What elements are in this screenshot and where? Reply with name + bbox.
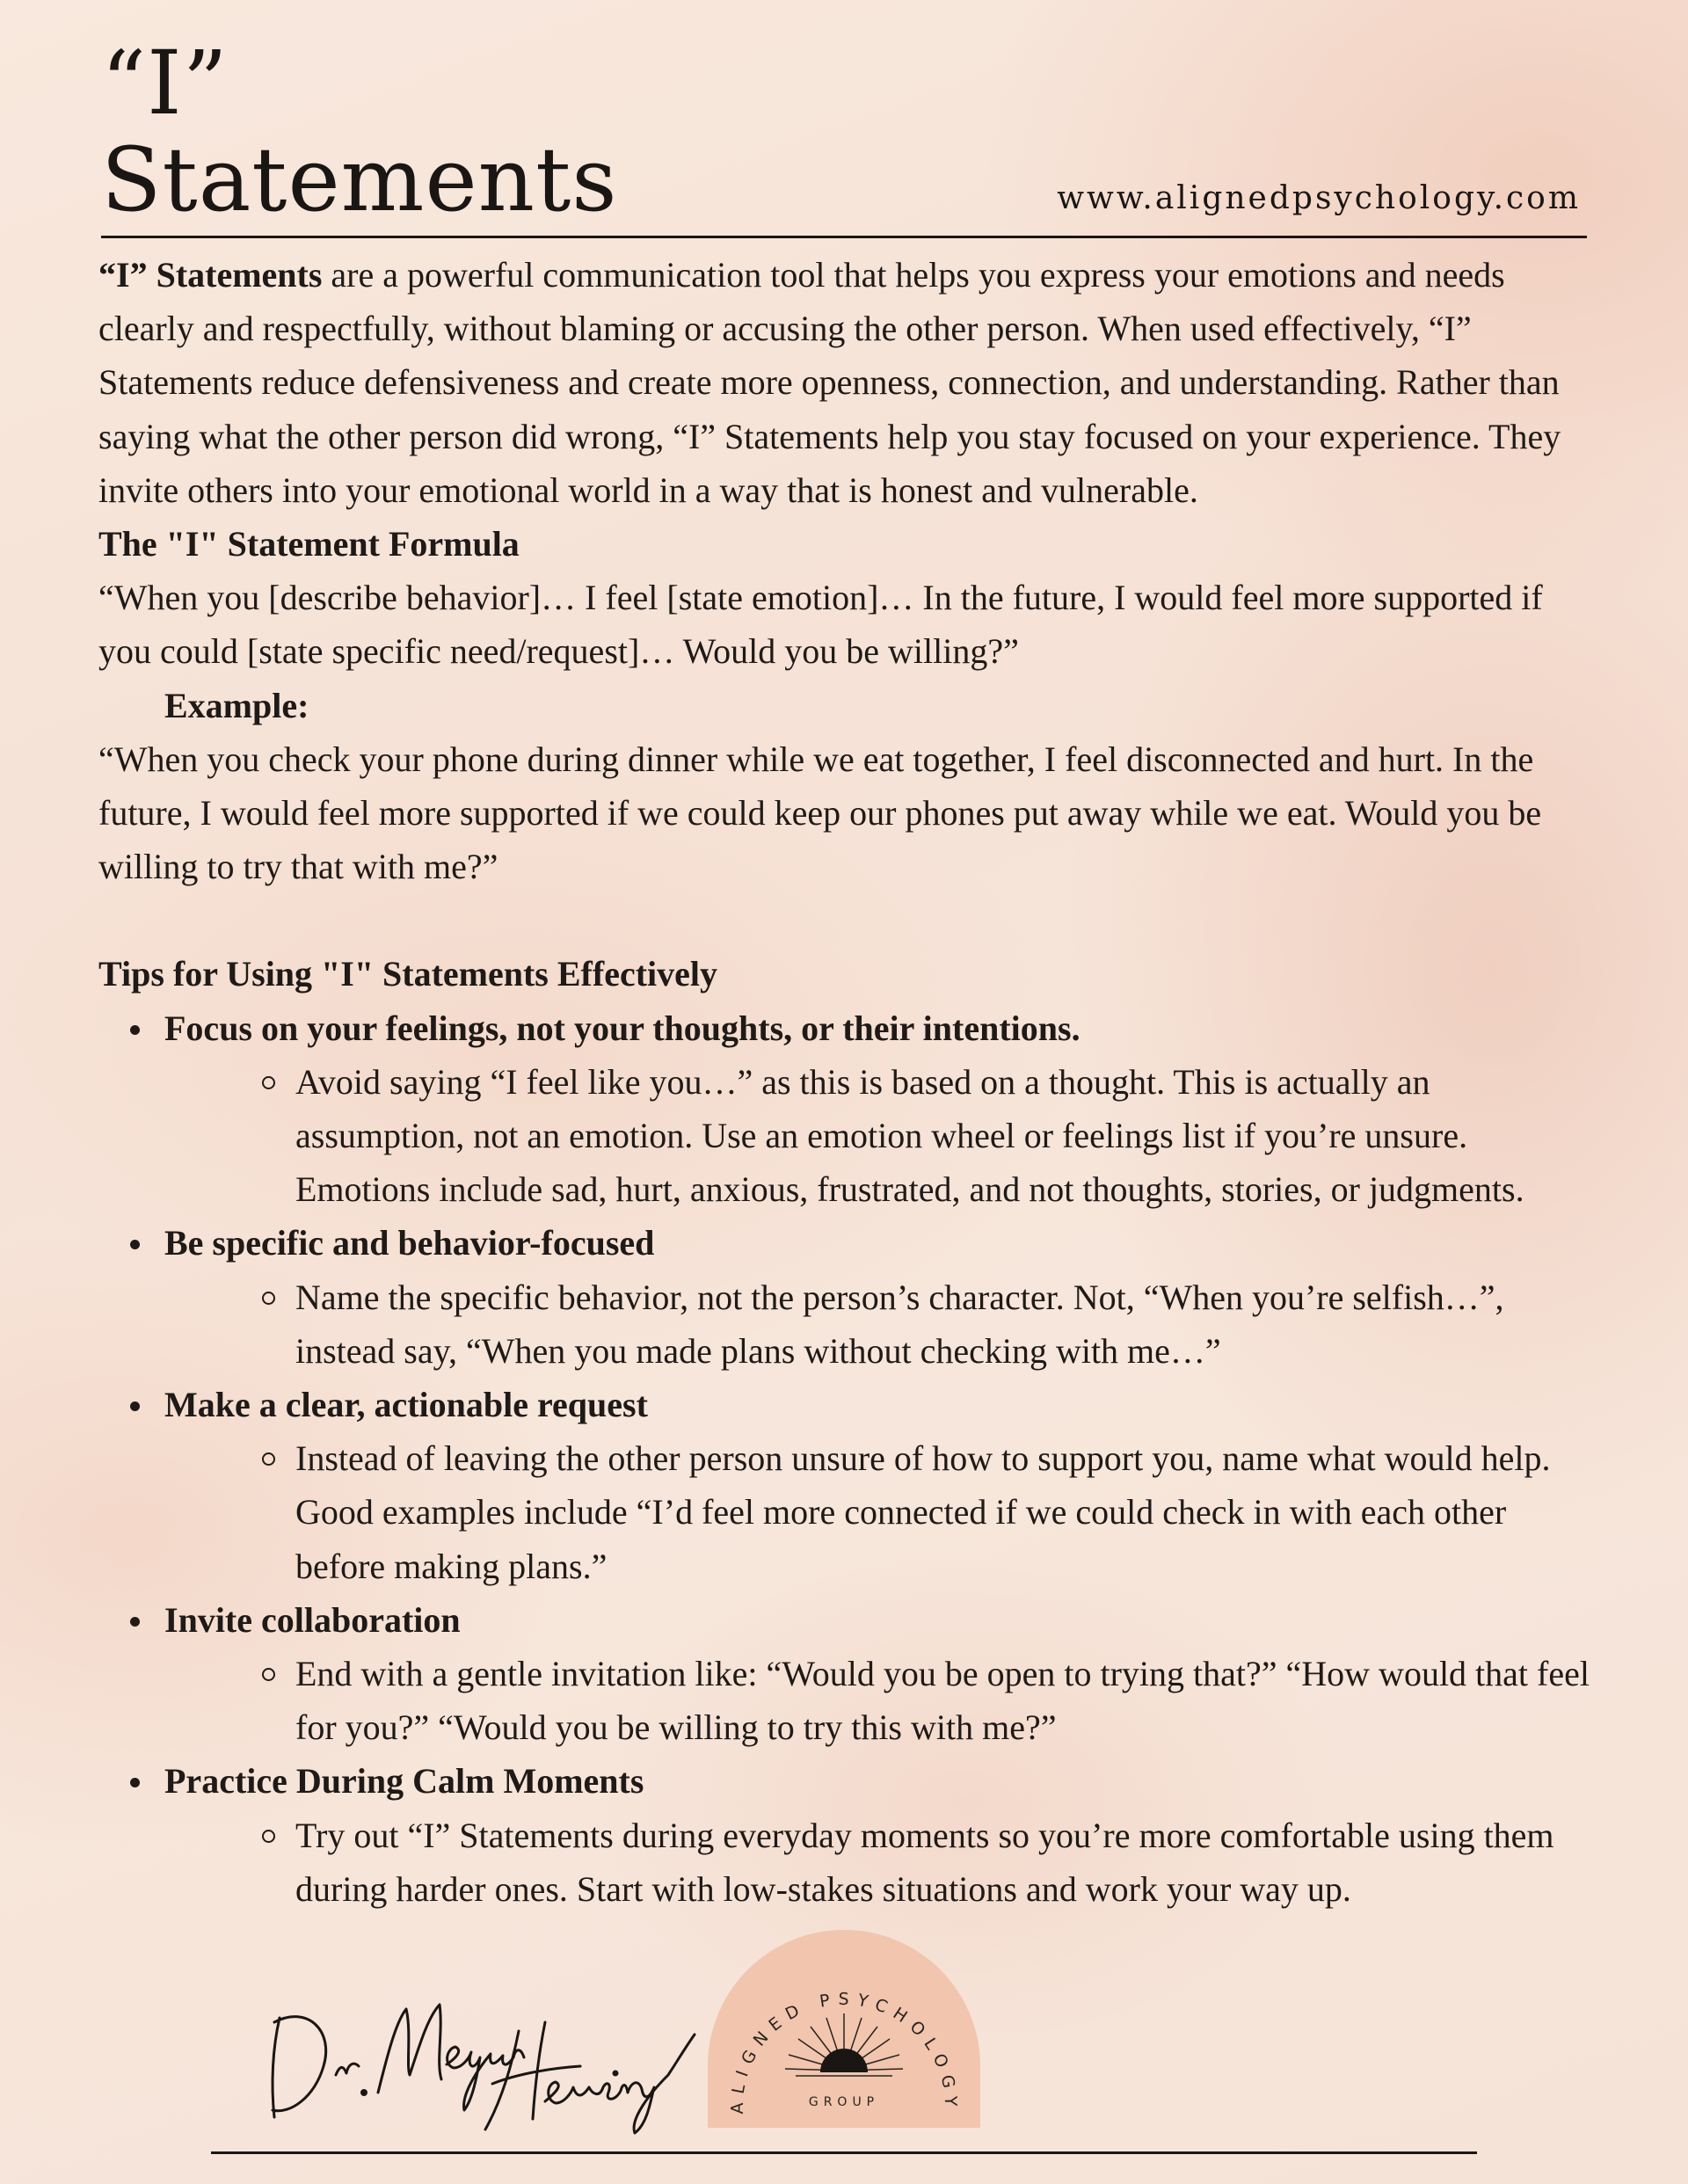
tip-item xyxy=(98,1216,1593,1378)
formula-text: “When you [describe behavior]… I feel [state emotion]… In the future, I would feel more supported if you could [state specific need/request]… Would you be willing?” xyxy=(98,578,1543,672)
aligned-psychology-logo xyxy=(708,1930,980,2128)
logo-arc-text: ALIGNED PSYCHOLOGY xyxy=(727,1989,961,2115)
tip-item xyxy=(98,1754,1593,1916)
tip-sublist xyxy=(164,1809,1593,1916)
intro-bold-lead: “I” Statements xyxy=(98,255,323,295)
tip-title: Be specific and behavior-focused xyxy=(164,1223,655,1263)
website-url: www.alignedpsychology.com xyxy=(1057,180,1581,216)
signature-image xyxy=(255,1969,703,2137)
tip-title: Make a clear, actionable request xyxy=(164,1385,648,1425)
tip-detail: Instead of leaving the other person unsure of how to support you, name what would help. Good examples include “I’d feel more connected if we could check in with each other before making plans.” xyxy=(164,1431,1593,1593)
tips-list xyxy=(98,1001,1593,1916)
tip-title: Focus on your feelings, not your thoughts, or their intentions. xyxy=(164,1008,1080,1048)
tip-item xyxy=(98,1593,1593,1755)
tip-detail: Avoid saying “I feel like you…” as this is based on a thought. This is actually an assumption, not an emotion. Use an emotion wheel or feelings list if you’re unsure. Emotions include sad, hurt, anxious, frustrated, and not thoughts, stories, or judgments. xyxy=(164,1055,1593,1217)
formula-heading: The "I" Statement Formula xyxy=(98,524,520,564)
intro-text: are a powerful communication tool that helps you express your emotions and needs clearly and respectfully, without blaming or accusing the other person. When used effectively, “I” Statements reduce defensiveness and create more openness, connection, and understanding. Rather than saying what the other person did wrong, “I” Statements help you stay focused on your experience. They invite others into your emotional world in a way that is honest and vulnerable. xyxy=(98,255,1561,510)
logo-group-text: GROUP xyxy=(808,2095,880,2109)
title-line-2: Statements xyxy=(101,128,618,231)
main-content xyxy=(98,248,1593,1916)
page-title xyxy=(101,32,618,231)
intro-paragraph xyxy=(98,248,1593,517)
tip-detail: End with a gentle invitation like: “Would you be open to trying that?” “How would that feel for you?” “Would you be willing to try this with me?” xyxy=(164,1647,1593,1754)
example-text: “When you check your phone during dinner while we eat together, I feel disconnected and hurt. In the future, I would feel more supported if we could keep our phones put away while we eat. Would you be willing to try that with me?” xyxy=(98,739,1542,887)
tip-title: Invite collaboration xyxy=(164,1599,461,1640)
tip-detail: Name the specific behavior, not the person’s character. Not, “When you’re selfish…”, instead say, “When you made plans without checking with me…” xyxy=(164,1270,1593,1378)
tip-sublist xyxy=(164,1270,1593,1378)
example-label: Example: xyxy=(164,685,309,725)
header-divider xyxy=(101,236,1587,238)
tip-sublist xyxy=(164,1431,1593,1593)
tips-heading: Tips for Using "I" Statements Effectively xyxy=(98,954,718,994)
tip-title: Practice During Calm Moments xyxy=(164,1761,644,1802)
tip-sublist xyxy=(164,1647,1593,1754)
tip-sublist xyxy=(164,1055,1593,1217)
tip-item xyxy=(98,1378,1593,1593)
section-spacer xyxy=(98,893,1593,947)
title-line-1: “I” xyxy=(101,32,229,135)
tip-detail: Try out “I” Statements during everyday moments so you’re more comfortable using them during harder ones. Start with low-stakes situations and work your way up. xyxy=(164,1809,1593,1916)
tip-item xyxy=(98,1001,1593,1217)
footer-divider xyxy=(211,2151,1477,2154)
